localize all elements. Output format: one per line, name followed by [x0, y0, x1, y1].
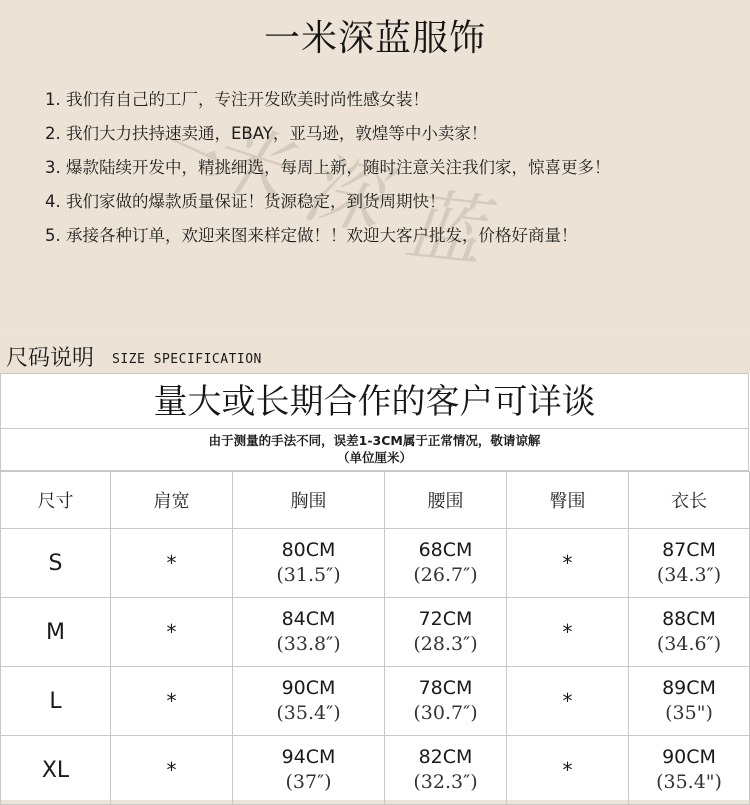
length-cell: [629, 529, 750, 598]
table-row: [1, 529, 750, 598]
length-cm: 87CM: [662, 539, 716, 561]
waist-inch: (30.7″): [413, 702, 478, 724]
waist-cell: [385, 529, 507, 598]
size-spec-header: [0, 337, 750, 373]
header-chest: 胸围: [233, 472, 385, 529]
size-table: [0, 471, 750, 805]
size-spec-title: 尺码说明: [6, 346, 95, 371]
intro-item: 2. 我们大力扶持速卖通，EBAY，亚马逊，敦煌等中小卖家！: [45, 124, 488, 143]
size-cell: L: [1, 667, 111, 736]
header-size: 尺寸: [1, 472, 111, 529]
svg-text:米: 米: [196, 108, 299, 219]
svg-text:蓝: 蓝: [400, 180, 488, 279]
length-cell: [629, 598, 750, 667]
size-cell: S: [1, 529, 111, 598]
hip-cell: *: [507, 736, 629, 805]
note-unit: （单位厘米）: [336, 450, 412, 465]
waist-inch: (32.3″): [413, 771, 478, 793]
intro-list: [45, 88, 611, 258]
length-inch: (34.6″): [656, 633, 722, 655]
intro-section: [0, 0, 750, 328]
waist-cell: [385, 598, 507, 667]
shoulder-cell: *: [111, 529, 233, 598]
waist-cm: 78CM: [418, 677, 473, 699]
waist-cell: [385, 667, 507, 736]
intro-item: 1. 我们有自己的工厂，专注开发欧美时尚性感女装！: [45, 90, 429, 109]
waist-inch: (28.3″): [413, 633, 478, 655]
intro-item: 4. 我们家做的爆款质量保证！货源稳定，到货周期快！: [45, 192, 446, 211]
length-inch: (34.3″): [656, 564, 722, 586]
chest-cell: [233, 736, 385, 805]
waist-cell: [385, 736, 507, 805]
chest-cm: 80CM: [281, 539, 336, 561]
chest-cm: 84CM: [281, 608, 336, 630]
size-cell: XL: [1, 736, 111, 805]
header-hip: 臀围: [507, 472, 629, 529]
waist-inch: (26.7″): [413, 564, 478, 586]
header-length: 衣长: [629, 472, 750, 529]
svg-text:一: 一: [120, 90, 230, 206]
length-cell: [629, 667, 750, 736]
shoulder-cell: *: [111, 736, 233, 805]
table-header-row: [1, 472, 750, 529]
waist-cm: 68CM: [418, 539, 473, 561]
wholesale-banner: 量大或长期合作的客户可详谈: [0, 373, 749, 429]
chest-cell: [233, 529, 385, 598]
chest-cm: 90CM: [281, 677, 336, 699]
hip-cell: *: [507, 529, 629, 598]
chest-inch: (37″): [285, 771, 332, 793]
header-waist: 腰围: [385, 472, 507, 529]
length-cm: 89CM: [662, 677, 716, 699]
length-inch: (35"): [665, 702, 713, 724]
hip-cell: *: [507, 667, 629, 736]
shoulder-cell: *: [111, 667, 233, 736]
size-sheet: [0, 373, 750, 800]
chest-inch: (33.8″): [276, 633, 341, 655]
svg-text:深: 深: [295, 142, 391, 247]
length-cm: 90CM: [662, 746, 716, 768]
intro-item: 5. 承接各种订单，欢迎来图来样定做！！欢迎大客户批发，价格好商量！: [45, 226, 578, 245]
size-spec-subtitle: SIZE SPECIFICATION: [112, 352, 262, 367]
hip-cell: *: [507, 598, 629, 667]
shoulder-cell: *: [111, 598, 233, 667]
intro-item: 3. 爆款陆续开发中，精挑细选，每周上新，随时注意关注我们家，惊喜更多！: [45, 158, 611, 177]
length-cell: [629, 736, 750, 805]
chest-inch: (31.5″): [276, 564, 341, 586]
measurement-note: [0, 429, 749, 471]
chest-cell: [233, 667, 385, 736]
table-row: [1, 667, 750, 736]
size-cell: M: [1, 598, 111, 667]
waist-cm: 72CM: [418, 608, 473, 630]
table-row: [1, 736, 750, 805]
brand-title: 一米深蓝服饰: [263, 18, 486, 59]
waist-cm: 82CM: [418, 746, 473, 768]
length-inch: (35.4"): [656, 771, 722, 793]
chest-cm: 94CM: [281, 746, 336, 768]
chest-inch: (35.4″): [276, 702, 341, 724]
header-shoulder: 肩宽: [111, 472, 233, 529]
length-cm: 88CM: [662, 608, 716, 630]
chest-cell: [233, 598, 385, 667]
note-line: 由于测量的手法不同，误差1-3CM属于正常情况，敬请谅解: [208, 433, 541, 448]
table-row: [1, 598, 750, 667]
